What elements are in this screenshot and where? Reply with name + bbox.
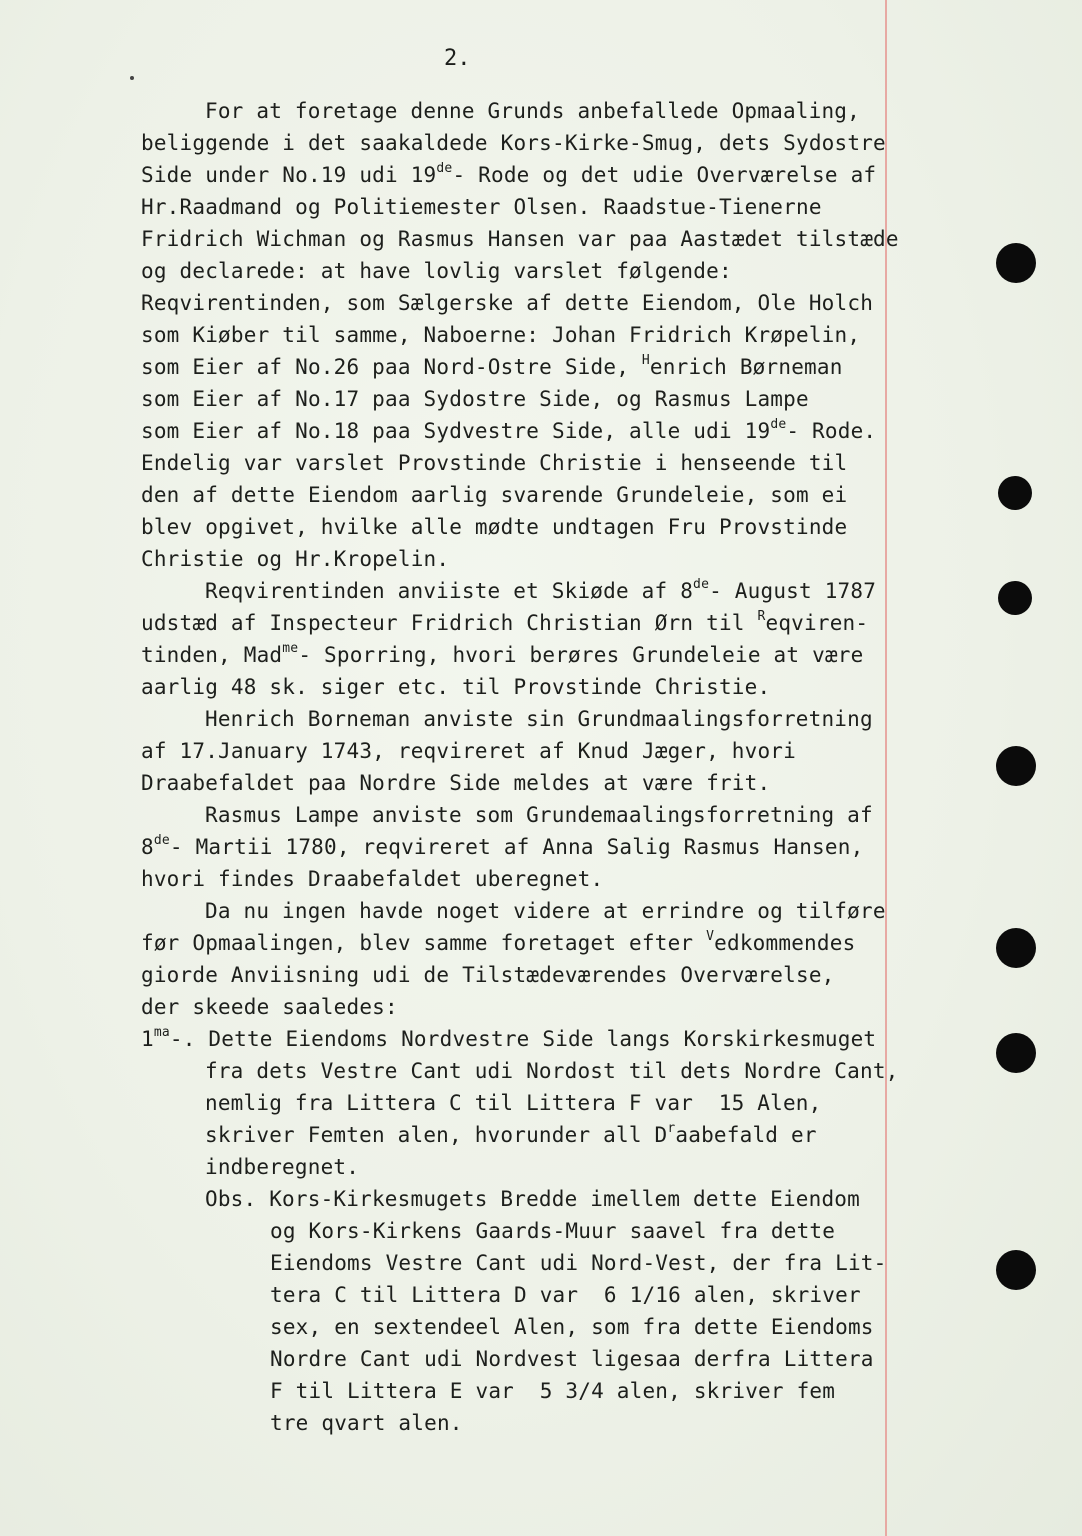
text-line: Endelig var varslet Provstinde Christie i henseende til [141,451,848,475]
text-line: Eiendoms Vestre Cant udi Nord-Vest, der fra Lit- [270,1251,887,1275]
superscript: ma [153,1025,170,1040]
text-line [205,577,877,603]
text-segment: enrich Børneman [649,355,843,379]
text-segment: - Rode og det udie Overværelse af [452,163,877,187]
text-line [141,353,843,379]
superscript: H [641,353,650,368]
text-segment: eqviren- [765,611,869,635]
text-line: Reqvirentinden, som Sælgerske af dette Eiendom, Ole Holch [141,291,874,315]
text-line: tera C til Littera D var 6 1/16 alen, skriver [270,1283,861,1307]
text-line: som Kiøber til samme, Naboerne: Johan Fridrich Krøpelin, [141,323,861,347]
superscript: de [153,833,170,848]
text-segment: som Eier af No.18 paa Sydvestre Side, alle udi 19 [141,419,771,443]
text-segment: - Sporring, hvori berøres Grundeleie at være [298,643,864,667]
text-segment: aabefald er [675,1123,817,1147]
text-segment: skriver Femten alen, hvorunder all D [205,1123,668,1147]
text-line: den af dette Eiendom aarlig svarende Grundeleie, som ei [141,483,848,507]
text-line [141,161,877,187]
text-line: indberegnet. [205,1155,360,1179]
text-line: Christie og Hr.Kropelin. [141,547,450,571]
text-segment: - August 1787 [709,579,877,603]
text-line: Nordre Cant udi Nordvest ligesaa derfra Littera [270,1347,874,1371]
superscript: de [436,161,453,176]
text-line: som Eier af No.17 paa Sydostre Side, og Rasmus Lampe [141,387,809,411]
text-line [141,609,869,635]
text-segment: som Eier af No.26 paa Nord-Ostre Side, [141,355,642,379]
text-line: Draabefaldet paa Nordre Side meldes at være frit. [141,771,771,795]
superscript: r [667,1121,676,1136]
text-segment: 1 [141,1027,154,1051]
text-segment: - Martii 1780, reqvireret af Anna Salig Rasmus Hansen, [169,835,864,859]
punch-hole [996,243,1036,283]
text-line: F til Littera E var 5 3/4 alen, skriver fem [270,1379,836,1403]
text-line: Da nu ingen havde noget videre at errindre og tilføre [205,899,886,923]
text-line: giorde Anviisning udi de Tilstædeværendes Overværelse, [141,963,835,987]
text-line: beliggende i det saakaldede Kors-Kirke-Smug, dets Sydostre [141,131,886,155]
punch-hole [996,746,1036,786]
text-line [205,1121,817,1147]
text-segment: Side under No.19 udi 19 [141,163,437,187]
text-line [141,417,877,443]
text-segment: - Rode. [786,419,877,443]
text-segment: før Opmaalingen, blev samme foretaget efter [141,931,707,955]
text-line: For at foretage denne Grunds anbefallede Opmaaling, [205,99,860,123]
text-line [141,641,864,667]
text-line: hvori findes Draabefaldet uberegnet. [141,867,604,891]
text-line: Henrich Borneman anviste sin Grundmaalingsforretning [205,707,873,731]
punch-hole [998,581,1032,615]
superscript: de [770,417,787,432]
text-line: Hr.Raadmand og Politiemester Olsen. Raadstue-Tienerne [141,195,822,219]
text-line: der skeede saaledes: [141,995,398,1019]
text-segment: tinden, Mad [141,643,283,667]
text-segment: -. Dette Eiendoms Nordvestre Side langs Korskirkesmuget [169,1027,877,1051]
ink-dot [130,76,134,80]
text-line: og declarede: at have lovlig varslet følgende: [141,259,732,283]
page-number: 2. [444,46,471,71]
text-line: Fridrich Wichman og Rasmus Hansen var paa Aastædet tilstæde [141,227,899,251]
text-line: fra dets Vestre Cant udi Nordost til dets Nordre Cant, [205,1059,899,1083]
text-line [141,833,864,859]
text-line: af 17.January 1743, reqvireret af Knud Jæger, hvori [141,739,796,763]
punch-hole [998,476,1032,510]
punch-hole [996,1033,1036,1073]
text-line: sex, en sextendeel Alen, som fra dette Eiendoms [270,1315,874,1339]
punch-hole [996,1250,1036,1290]
text-line [141,929,856,955]
text-line [141,1025,877,1051]
text-line: og Kors-Kirkens Gaards-Muur saavel fra dette [270,1219,836,1243]
superscript: me [282,641,299,656]
text-line: nemlig fra Littera C til Littera F var 15 Alen, [205,1091,822,1115]
text-segment: edkommendes [714,931,856,955]
text-segment: 8 [141,835,154,859]
punch-hole [996,928,1036,968]
superscript: V [706,929,715,944]
text-segment: Reqvirentinden anviiste et Skiøde af 8 [205,579,694,603]
text-line: Obs. Kors-Kirkesmugets Bredde imellem dette Eiendom [205,1187,860,1211]
superscript: de [693,577,710,592]
text-line: aarlig 48 sk. siger etc. til Provstinde Christie. [141,675,771,699]
text-line: tre qvart alen. [270,1411,463,1435]
superscript: R [757,609,766,624]
text-segment: udstæd af Inspecteur Fridrich Christian Ørn til [141,611,758,635]
text-line: Rasmus Lampe anviste som Grundemaalingsforretning af [205,803,873,827]
text-line: blev opgivet, hvilke alle mødte undtagen Fru Provstinde [141,515,848,539]
